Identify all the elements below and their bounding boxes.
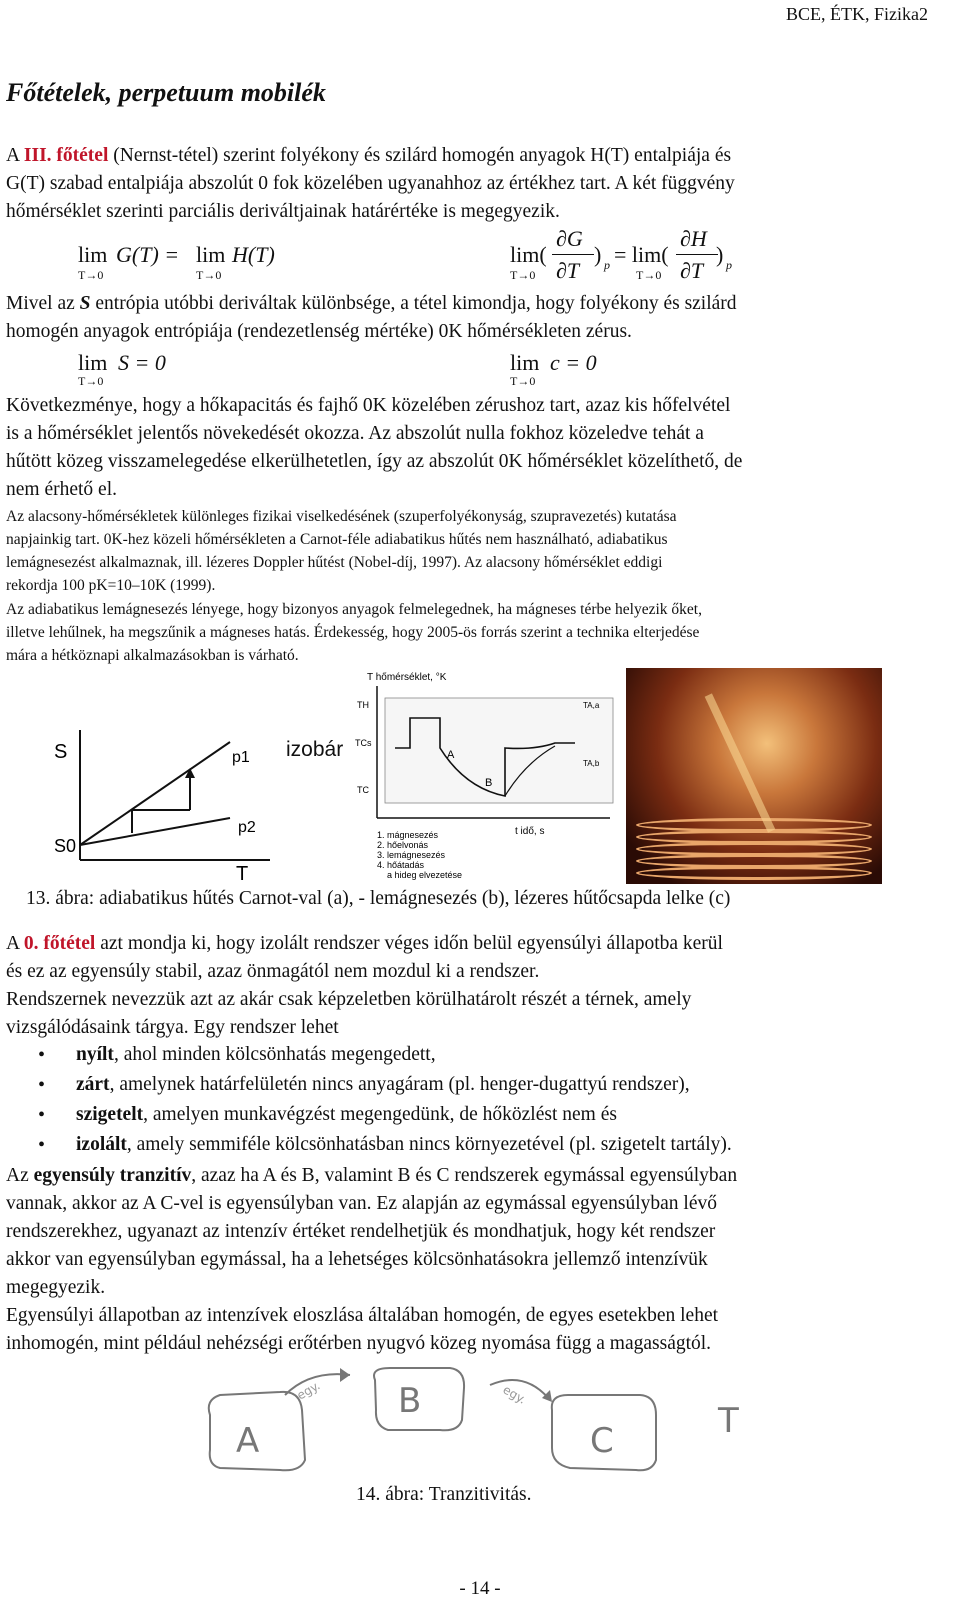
svg-text:p2: p2: [238, 819, 256, 836]
svg-text:TA,b: TA,b: [583, 759, 600, 768]
list-item: zárt, amelynek határfelületén nincs anyagáram (pl. henger-dugattyú rendszer),: [76, 1074, 690, 1095]
list-item: nyílt, ahol minden kölcsönhatás megengedett,: [76, 1044, 436, 1065]
bullet-icon: •: [38, 1044, 46, 1066]
entropy-paragraph: Mivel az S entrópia utóbbi deriváltak különbsége, a tétel kimondja, hogy folyékony és szilárd homogén anyagok entrópiája (rendezetlenség mértéke) 0K hőmérsékleten zérus.: [6, 293, 737, 342]
bullet-icon: •: [38, 1074, 46, 1096]
intro-line-3: hőmérséklet szerinti parciális deriváltjainak határértéke is megegyezik.: [6, 201, 560, 222]
svg-text:B: B: [398, 1381, 422, 1421]
intro-paragraph: [6, 142, 928, 226]
transitivity-sketch: [190, 1360, 790, 1485]
svg-text:t idő, s: t idő, s: [515, 826, 545, 837]
svg-text:egy.: egy.: [294, 1378, 323, 1403]
system-definition: Rendszernek nevezzük azt az akár csak képzeletben körülhatárolt részét a térnek, amely vizsgálódásaink tárgya. Egy rendszer lehet: [6, 989, 692, 1038]
page-header: BCE, ÉTK, Fizika2: [786, 4, 928, 24]
list-item: izolált, amely semmiféle kölcsönhatásban nincs környezetével (pl. szigetelt tartály).: [76, 1134, 732, 1155]
intro-line-1: A III. főtétel (Nernst-tétel) szerint folyékony és szilárd homogén anyagok H(T) entalpiája és: [6, 145, 732, 166]
svg-text:S: S: [54, 741, 68, 763]
zeroth-law-paragraph: A 0. főtétel azt mondja ki, hogy izolált rendszer véges időn belül egyensúlyi állapotba kerül és ez az egyensúly stabil, azaz önmagától nem mozdul ki a rendszer.: [6, 933, 723, 982]
consequence-paragraph: Következménye, hogy a hőkapacitás és fajhő 0K közelében zérushoz tart, azaz kis hőfelvétel is a hőmérséklet jelentős növekedését okozza. Az abszolút nulla fokhoz közeledve tehát a hűtött közeg visszamelegedése elkerülhetetlen, így az abszolút 0K hőmérséklet közelíthető, de nem érhető el.: [6, 395, 743, 500]
svg-text:A: A: [236, 1421, 260, 1461]
bullet-icon: •: [38, 1104, 46, 1126]
svg-text:3. lemágnesezés: 3. lemágnesezés: [377, 850, 446, 860]
third-law-label: III. főtétel: [23, 145, 109, 166]
low-temperature-note: Az alacsony-hőmérsékletek különleges fizikai viselkedésének (szuperfolyékonyság, szupravezetés) kutatása napjainkig tart. 0K-hez közeli hőmérsékleten a Carnot-féle adiabatikus hűtés nem használható, adiabatikus lemágnesezést alkalmaznak, ill. lézeres Doppler hűtést (Nobel-díj, 1997). Az alacsony hőmérséklet eddigi rekordja 100 pK=10–10K (1999).: [6, 508, 677, 594]
figure-13-caption: 13. ábra: adiabatikus hűtés Carnot-val (a), - lemágnesezés (b), lézeres hűtőcsapda lelke (c): [26, 888, 731, 909]
svg-text:T: T: [718, 1401, 739, 1441]
svg-text:TA,a: TA,a: [583, 701, 600, 710]
magnetic-cooling-diagram: [355, 668, 620, 888]
section-title: Főtételek, perpetuum mobilék: [6, 78, 326, 107]
svg-text:T: T: [236, 863, 249, 885]
demagnetization-note: Az adiabatikus lemágnesezés lényege, hogy bizonyos anyagok felmelegednek, ha mágneses térbe helyezik őket, illetve lehűlnek, ha megszűnik a mágneses hatás. Érdekesség, hogy 2005-ös forrás szerint a technika elterjedése mára a hétköznapi alkalmazásokban is várható.: [6, 601, 702, 664]
transitivity-paragraph: Az egyensúly tranzitív, azaz ha A és B, valamint B és C rendszerek egymással egyensúlyban vannak, akkor az A C-vel is egyensúlyban van. Ez alapján az egymással egyensúlyban lévő rendszerekhez, ugyanazt az intenzív értéket rendelhetjük és mondhatjuk, hogy két rendszer akkor van egyensúlyban egymással, ha a lehetséges kölcsönhatásokra jellemző intenzívük megegyezik.: [6, 1165, 738, 1298]
intro-line-2: G(T) szabad entalpiája abszolút 0 fok közelében ugyanahhoz az értékhez tart. A két függvény: [6, 173, 735, 194]
svg-text:TH: TH: [357, 700, 369, 710]
list-item: szigetelt, amelyen munkavégzést megengedünk, de hőközlést nem és: [76, 1104, 617, 1125]
equilibrium-paragraph: Egyensúlyi állapotban az intenzívek eloszlása általában homogén, de egyes esetekben lehet inhomogén, mint például nehézségi erőtérben nyugvó közeg nyomása függ a magasságtól.: [6, 1305, 719, 1354]
svg-text:A: A: [447, 749, 455, 761]
svg-text:1. mágnesezés: 1. mágnesezés: [377, 830, 439, 840]
svg-text:T hőmérséklet, °K: T hőmérséklet, °K: [367, 672, 447, 683]
svg-text:egy.: egy.: [500, 1382, 529, 1407]
svg-text:p1: p1: [232, 749, 250, 766]
svg-text:4. hőátadás: 4. hőátadás: [377, 860, 425, 870]
page-number: - 14 -: [459, 1578, 501, 1599]
svg-text:2. hőelvonás: 2. hőelvonás: [377, 840, 429, 850]
svg-text:S0: S0: [54, 836, 77, 856]
svg-text:B: B: [485, 777, 493, 789]
laser-cooling-photo: [626, 668, 882, 884]
svg-text:TCs: TCs: [355, 738, 372, 748]
svg-text:a hideg elvezetése: a hideg elvezetése: [387, 870, 463, 880]
figure-14-caption: 14. ábra: Tranzitivitás.: [356, 1484, 532, 1505]
svg-text:TC: TC: [357, 785, 369, 795]
bullet-icon: •: [38, 1134, 46, 1156]
svg-text:C: C: [590, 1421, 614, 1461]
entropy-temperature-diagram: [40, 700, 280, 885]
isobar-label: izobár: [286, 738, 344, 761]
zeroth-law-label: 0. főtétel: [23, 933, 96, 954]
